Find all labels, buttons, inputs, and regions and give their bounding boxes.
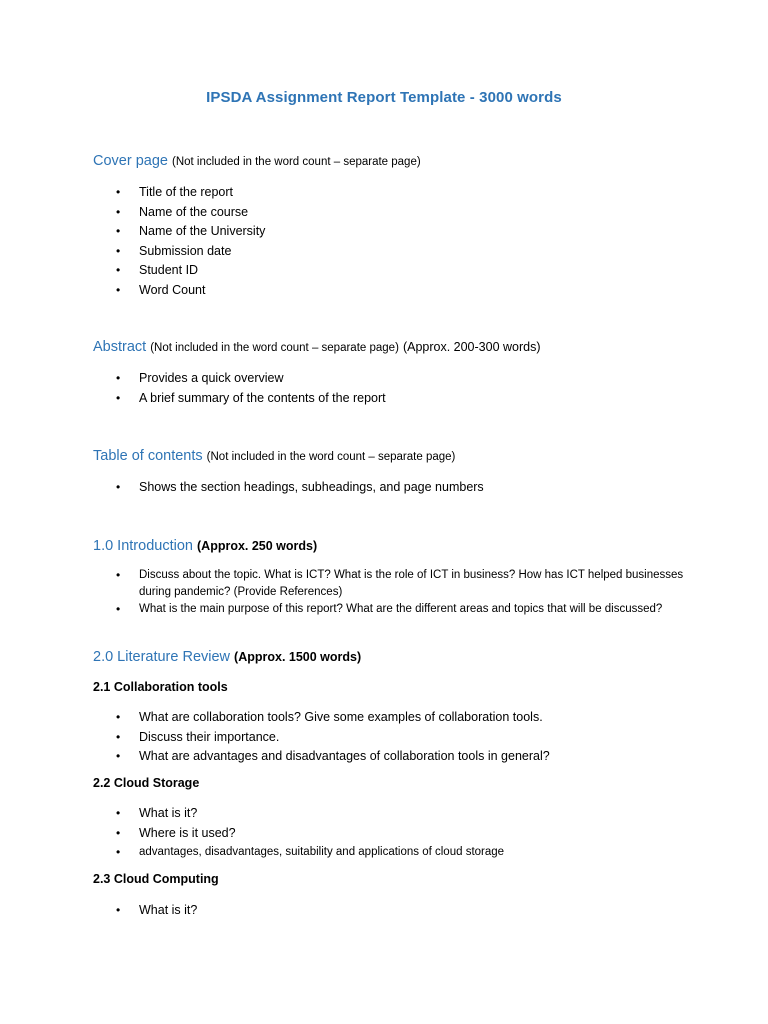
bullet-icon: • xyxy=(116,185,121,199)
list-item: • What is it? xyxy=(0,804,699,824)
toc-heading xyxy=(93,448,455,464)
bullet-icon: • xyxy=(116,602,121,616)
bullet-icon: • xyxy=(116,243,121,258)
list-item: • Name of the University xyxy=(0,222,699,242)
cloud-storage-heading: 2.2 Cloud Storage xyxy=(93,776,200,790)
bullet-icon: • xyxy=(116,729,121,744)
bullet-icon: • xyxy=(116,263,121,277)
document-title: IPSDA Assignment Report Template - 3000 words xyxy=(206,89,562,106)
cover-page-heading xyxy=(93,153,421,169)
bullet-icon: • xyxy=(116,568,121,582)
list-item: • What are advantages and disadvantages of collaboration tools in general? xyxy=(0,747,699,767)
list-item: • Submission date xyxy=(0,242,699,262)
literature-review-heading xyxy=(93,649,361,665)
cloud-computing-heading: 2.3 Cloud Computing xyxy=(93,872,219,886)
abstract-heading xyxy=(93,339,541,355)
list-item: • Title of the report xyxy=(0,183,699,203)
abstract-note: (Not included in the word count – separate page) xyxy=(150,342,399,354)
bullet-icon: • xyxy=(116,282,121,297)
bullet-icon: • xyxy=(116,224,121,238)
bullet-icon: • xyxy=(116,825,121,840)
introduction-list xyxy=(0,567,699,618)
list-item: • Name of the course xyxy=(0,203,699,223)
list-item: • Word Count xyxy=(0,281,699,301)
introduction-word-range: (Approx. 250 words) xyxy=(197,539,318,553)
toc-list xyxy=(0,478,699,498)
list-item: • What are collaboration tools? Give some examples of collaboration tools. xyxy=(0,708,699,728)
cover-page-list xyxy=(0,183,699,300)
list-item: • Where is it used? xyxy=(0,824,699,844)
list-item: • advantages, disadvantages, suitability and applications of cloud storage xyxy=(0,843,699,863)
abstract-heading-text: Abstract xyxy=(93,339,147,355)
toc-heading-text: Table of contents xyxy=(93,448,203,464)
bullet-icon: • xyxy=(116,749,121,763)
list-item: • What is it? xyxy=(0,901,699,921)
cloud-storage-list xyxy=(0,804,699,863)
bullet-icon: • xyxy=(116,204,121,219)
cover-page-note: (Not included in the word count – separate page) xyxy=(172,156,421,168)
literature-review-heading-text: 2.0 Literature Review xyxy=(93,649,231,665)
list-item: • Discuss their importance. xyxy=(0,728,699,748)
toc-note: (Not included in the word count – separate page) xyxy=(206,451,456,463)
list-item: • Discuss about the topic. What is ICT? What is the role of ICT in business? How has ICT helped businesses during pandemic? (Provide References) xyxy=(116,568,684,598)
literature-review-word-range: (Approx. 1500 words) xyxy=(234,650,362,664)
collaboration-tools-list xyxy=(0,708,699,767)
list-item: • Shows the section headings, subheadings, and page numbers xyxy=(0,478,699,498)
list-item: • Student ID xyxy=(0,261,699,281)
abstract-list xyxy=(0,369,699,408)
cover-page-heading-text: Cover page xyxy=(93,153,168,169)
abstract-word-range: (Approx. 200-300 words) xyxy=(402,340,541,354)
cloud-computing-list xyxy=(0,901,699,921)
bullet-icon: • xyxy=(116,806,121,820)
list-item: • A brief summary of the contents of the report xyxy=(0,389,699,409)
introduction-heading-text: 1.0 Introduction xyxy=(93,538,193,554)
list-item: • Provides a quick overview xyxy=(0,369,699,389)
bullet-icon: • xyxy=(116,710,121,724)
introduction-heading xyxy=(93,538,317,554)
bullet-icon: • xyxy=(116,390,121,405)
bullet-icon: • xyxy=(116,903,121,917)
collaboration-tools-heading: 2.1 Collaboration tools xyxy=(93,680,228,694)
bullet-icon: • xyxy=(116,845,121,859)
bullet-icon: • xyxy=(116,480,121,494)
list-item: • What is the main purpose of this report? What are the different areas and topics that will be discussed? xyxy=(116,602,663,616)
bullet-icon: • xyxy=(116,371,121,385)
